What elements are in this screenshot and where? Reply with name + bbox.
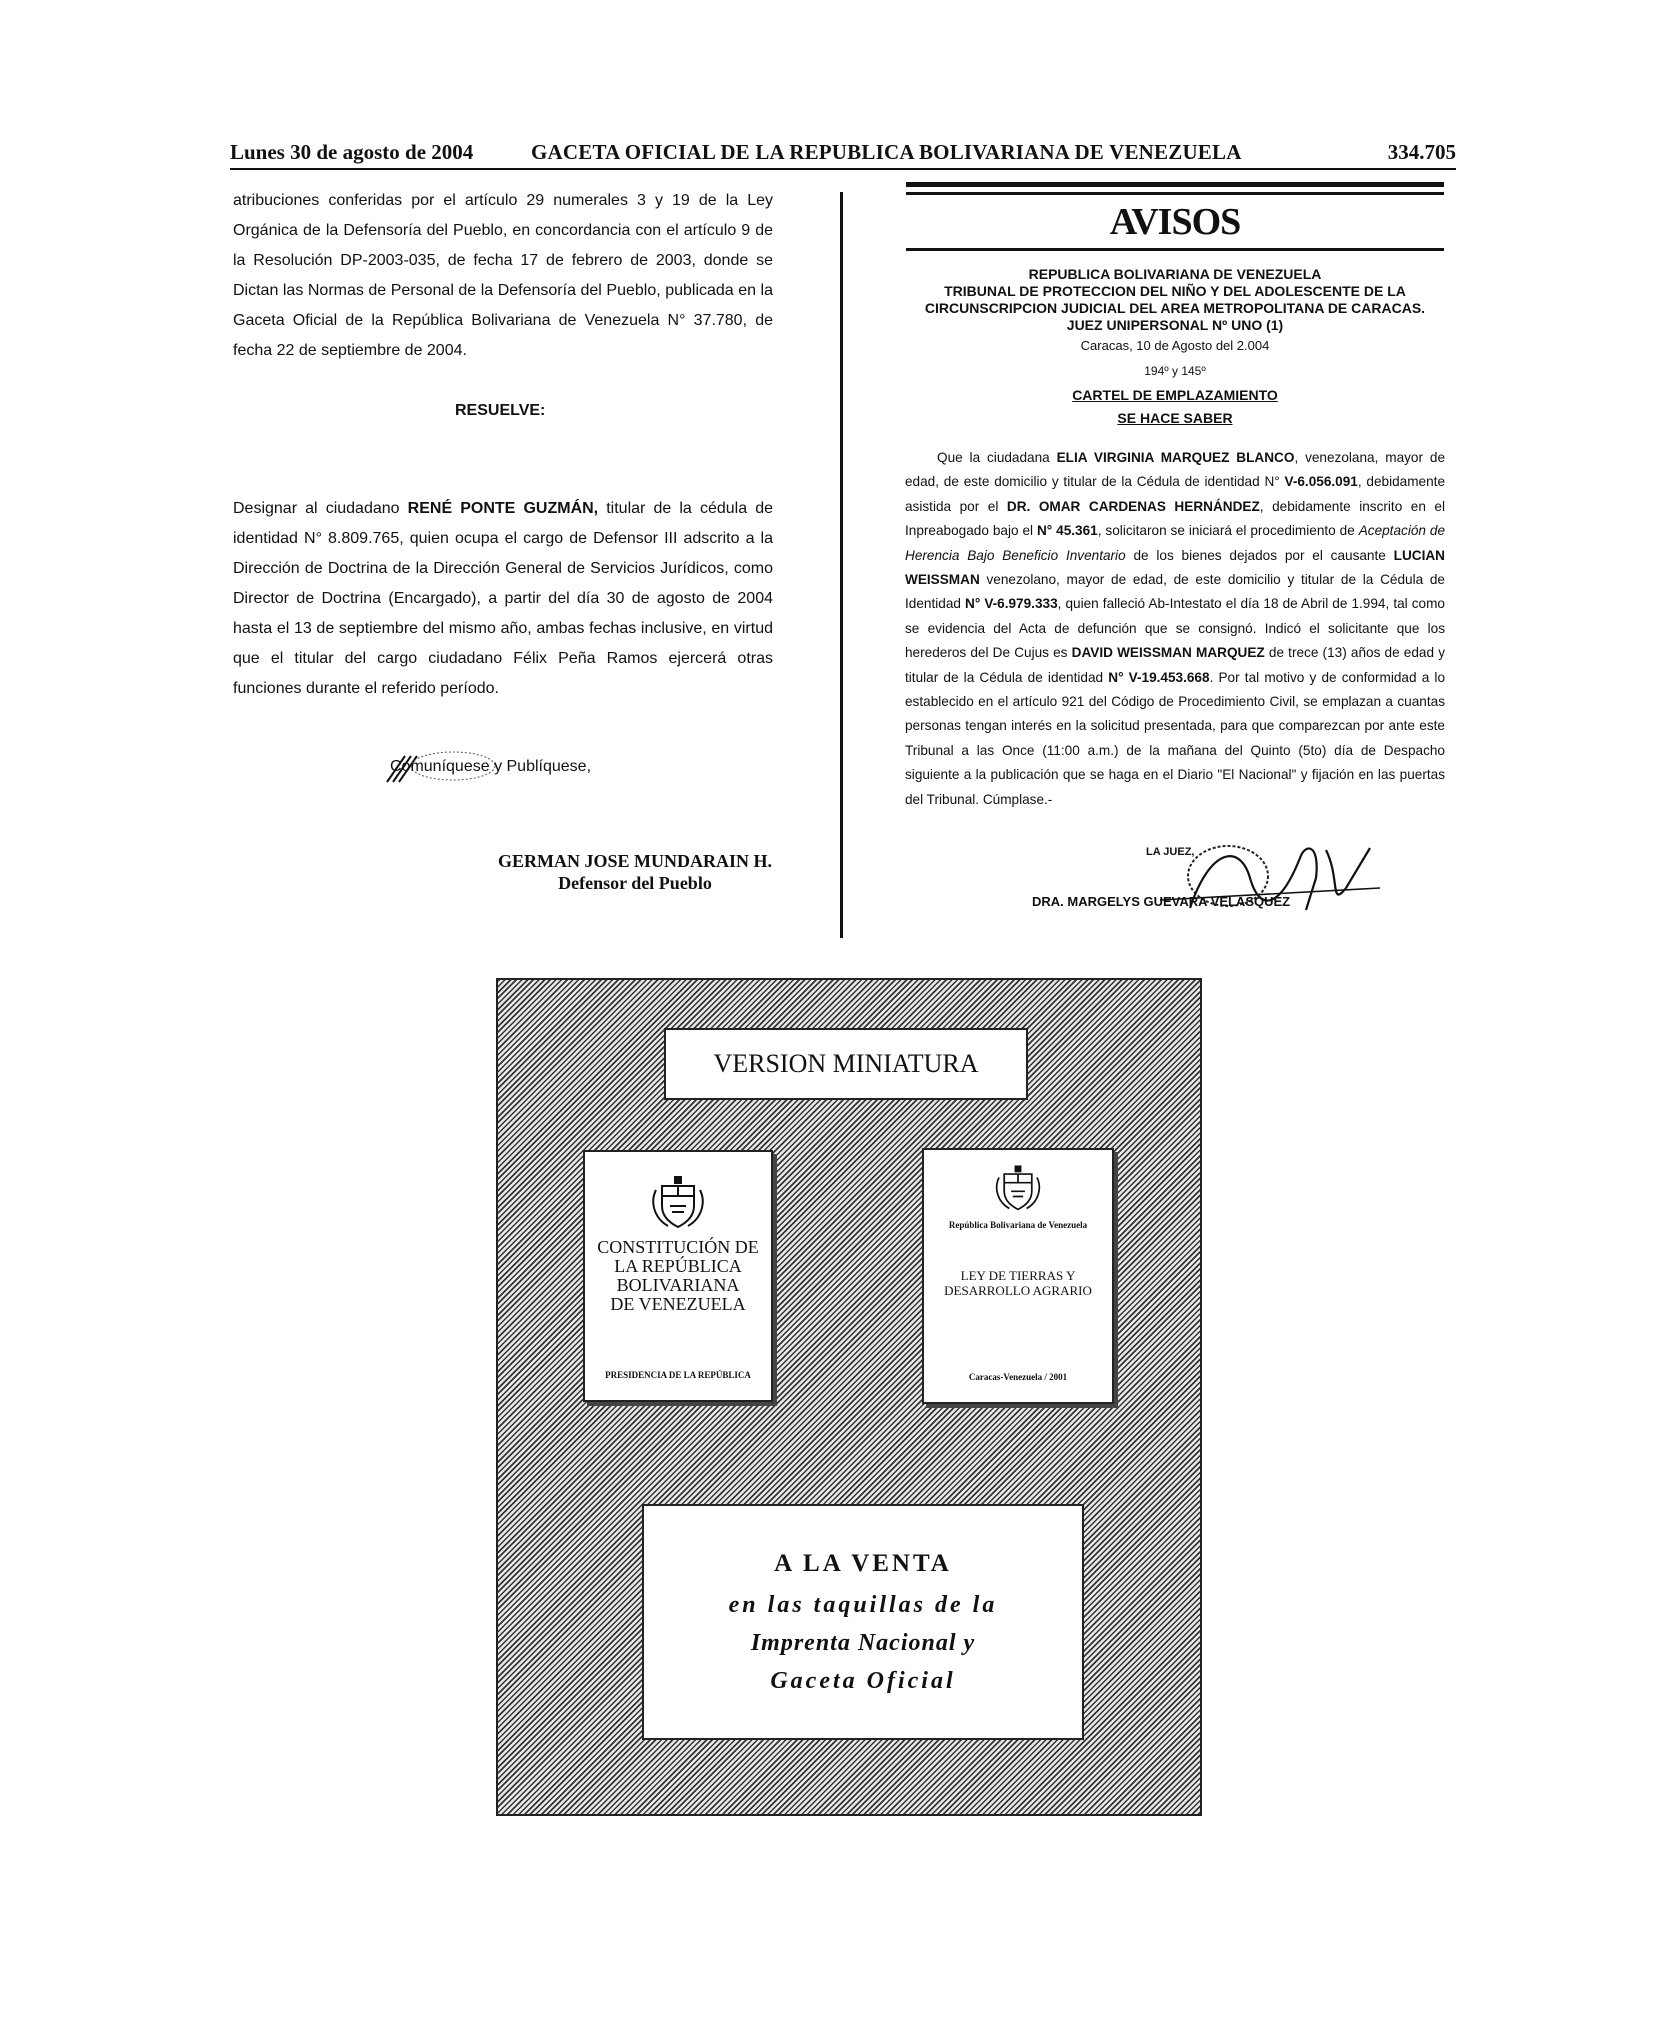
notice-bold: N° 45.361 xyxy=(1036,523,1098,539)
notice-bold: LUCIAN WEISSMAN xyxy=(905,547,1445,588)
book2-title-line: DESARROLLO AGRARIO xyxy=(944,1283,1092,1298)
notice-text xyxy=(905,446,1445,812)
ad-title: VERSION MINIATURA xyxy=(713,1049,979,1078)
sale-box xyxy=(642,1504,1084,1740)
constitution-book xyxy=(583,1150,773,1402)
notice-span: , solicitaron se iniciará el procedimiento de xyxy=(1097,523,1359,539)
resuelve-heading: RESUELVE: xyxy=(455,402,546,419)
designation-paragraph xyxy=(233,494,773,704)
book1-title xyxy=(585,1238,771,1314)
notice-span: , debidamente asistida por el xyxy=(905,474,1446,514)
book2-header: República Bolivariana de Venezuela xyxy=(948,1220,1088,1230)
designation-text-1: Designar al ciudadano xyxy=(233,500,408,517)
notice-span: Que la ciudadana xyxy=(937,450,1057,465)
institution-heading xyxy=(906,266,1444,334)
hace-saber-heading: SE HACE SABER xyxy=(1117,410,1233,426)
notice-paragraph xyxy=(905,446,1445,812)
institution-line-4: JUEZ UNIPERSONAL Nº UNO (1) xyxy=(1066,317,1284,333)
signer-name: GERMAN JOSE MUNDARAIN H. xyxy=(498,851,772,871)
book1-title-line: LA REPÚBLICA xyxy=(614,1256,742,1276)
years-line: 194º y 145º xyxy=(1144,364,1206,378)
notice-bold: N° V-19.453.668 xyxy=(1108,669,1210,685)
land-law-book xyxy=(922,1148,1114,1404)
book2-footer: Caracas-Venezuela / 2001 xyxy=(968,1372,1068,1382)
place-date: Caracas, 10 de Agosto del 2.004 xyxy=(1080,338,1270,353)
notice-bold: ELIA VIRGINIA MARQUEZ BLANCO xyxy=(1056,450,1295,465)
coat-of-arms-icon xyxy=(648,1172,708,1230)
signer-title: Defensor del Pueblo xyxy=(558,873,712,893)
intro-text: atribuciones conferidas por el artículo 29 numerales 3 y 19 de la Ley Orgánica de la Defensoría del Pueblo, en concordancia con el artículo 9 de la Resolución DP-2003-035, de fecha 17 de febrero de 2003, donde se Dictan las Normas de Personal de la Defensoría del Pueblo, publicada en la Gaceta Oficial de la República Bolivariana de Venezuela N° 37.780, de fecha 22 de septiembre de 2004. xyxy=(233,192,773,359)
comuniquese-text: Comuníquese y Publíquese, xyxy=(390,758,592,775)
institution-line-2: TRIBUNAL DE PROTECCION DEL NIÑO Y DEL ADOLESCENTE DE LA xyxy=(944,283,1406,299)
notice-span: . Por tal motivo y de conformidad a lo establecido en el artículo 921 del Código de Procedimiento Civil, se emplazan a cuantas personas tengan interés en la solicitud presentada, para que comparezcan por ante este Tribunal a las Once (11:00 a.m.) de la mañana del Quinto (5to) día de Despacho siguiente a la publicación que se haga en el Diario "El Nacional" y fijación en las puertas del Tribunal. Cúmplase.- xyxy=(905,669,1445,807)
header-date: Lunes 30 de agosto de 2004 xyxy=(230,140,474,164)
book1-title-line: DE VENEZUELA xyxy=(610,1294,746,1314)
book2-title-line: LEY DE TIERRAS Y xyxy=(960,1268,1076,1283)
thin-rule xyxy=(906,192,1444,195)
cartel-heading: CARTEL DE EMPLAZAMIENTO xyxy=(1072,387,1278,403)
header-title: GACETA OFICIAL DE LA REPUBLICA BOLIVARIANA DE VENEZUELA xyxy=(531,140,1242,164)
notice-span: , quien falleció Ab-Intestato el día 18 de Abril de 1.994, tal como se evidencia del Acta de defunción que se consignó. Indicó el solicitante que los herederos del De Cujus es xyxy=(905,596,1445,661)
book1-title-line: CONSTITUCIÓN DE xyxy=(597,1237,759,1257)
column-divider xyxy=(840,192,843,938)
notice-span: de los bienes dejados por el causante xyxy=(1125,547,1394,563)
left-intro-paragraph xyxy=(233,186,773,366)
judge-label: LA JUEZ, xyxy=(1146,846,1195,858)
notice-span: venezolano, mayor de edad, de este domicilio y titular de la Cédula de Identidad xyxy=(905,572,1445,612)
coat-of-arms-icon xyxy=(992,1162,1044,1212)
notice-italic: Aceptación de Herencia Bajo Beneficio Inventario xyxy=(905,523,1446,563)
designee-name: RENÉ PONTE GUZMÁN, xyxy=(407,500,599,517)
notice-bold: N° V-6.979.333 xyxy=(965,596,1058,612)
notice-span: , debidamente inscrito en el Inpreabogado bajo el xyxy=(905,498,1446,539)
book2-title xyxy=(924,1268,1112,1298)
sale-line-2: en las taquillas de la xyxy=(728,1592,998,1618)
sale-line-1: A LA VENTA xyxy=(774,1550,952,1577)
signature-block xyxy=(420,850,850,894)
institution-line-3: CIRCUNSCRIPCION JUDICIAL DEL AREA METROPOLITANA DE CARACAS. xyxy=(924,300,1426,316)
section-title: AVISOS xyxy=(1109,201,1241,243)
notice-span: de trece (13) años de edad y titular de la Cédula de identidad xyxy=(905,645,1445,685)
sale-line-4: Gaceta Oficial xyxy=(770,1668,956,1694)
institution-line-1: REPUBLICA BOLIVARIANA DE VENEZUELA xyxy=(1028,266,1322,282)
ad-title-box xyxy=(664,1028,1028,1100)
notice-bold: V-6.056.091 xyxy=(1284,474,1358,490)
book1-title-line: BOLIVARIANA xyxy=(616,1275,740,1295)
designation-text-2: titular de la cédula de identidad N° 8.809.765, quien ocupa el cargo de Defensor III adscrito a la Dirección de Doctrina de la Dirección General de Servicios Jurídicos, como Director de Doctrina (Encargado), a partir del día 30 de agosto de 2004 hasta el 13 de septiembre del mismo año, ambas fechas inclusive, en virtud que el titular del cargo ciudadano Félix Peña Ramos ejercerá otras funciones durante el referido período. xyxy=(233,500,774,697)
page-number: 334.705 xyxy=(1387,140,1456,164)
notice-span: , venezolana, mayor de edad, de este domicilio y titular de la Cédula de identidad N° xyxy=(905,450,1446,490)
judge-name: DRA. MARGELYS GUEVARA VELASQUEZ xyxy=(1032,894,1291,909)
sale-line-3: Imprenta Nacional y xyxy=(750,1630,976,1656)
notice-bold: DR. OMAR CARDENAS HERNÁNDEZ xyxy=(1006,498,1260,514)
book1-footer: PRESIDENCIA DE LA REPÚBLICA xyxy=(605,1370,751,1380)
section-rule xyxy=(906,248,1444,251)
thick-rule xyxy=(906,182,1444,187)
notice-bold: DAVID WEISSMAN MARQUEZ xyxy=(1071,645,1265,661)
page-header xyxy=(230,138,1456,170)
